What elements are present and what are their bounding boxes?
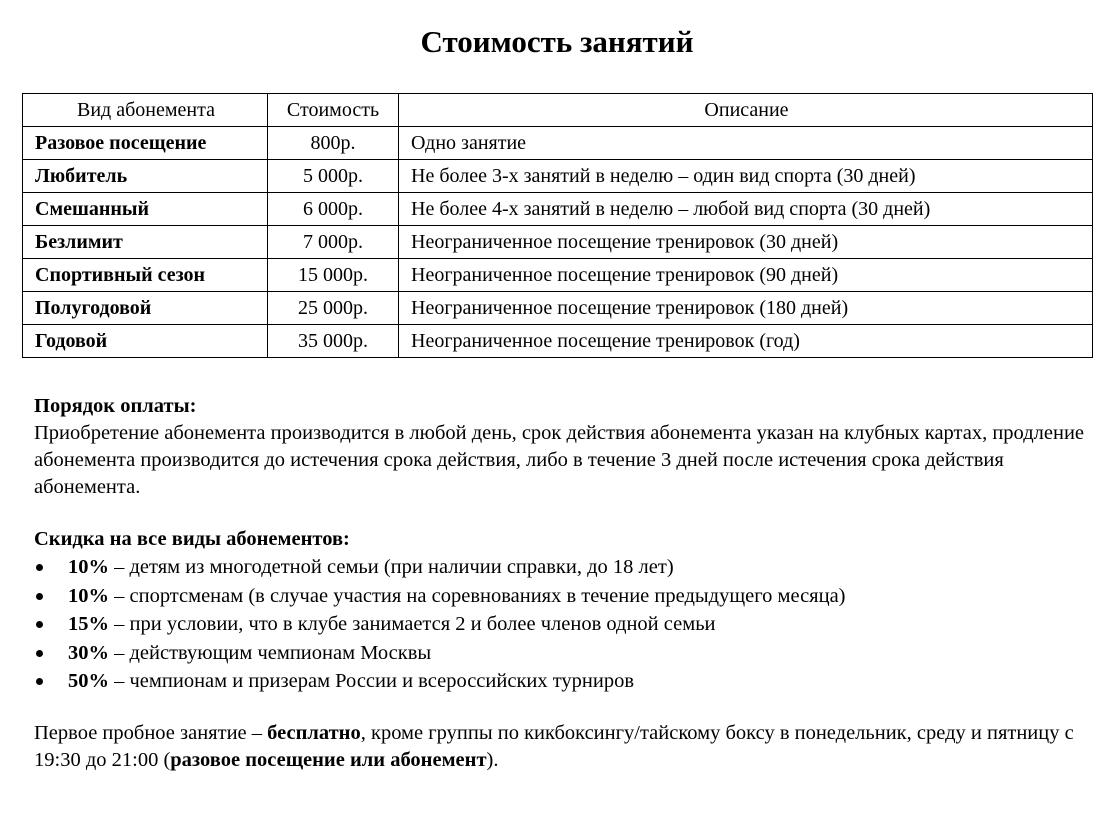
discount-text: – при условии, что в клубе занимается 2 и более членов одной семьи (109, 613, 716, 635)
table-row (23, 226, 1093, 259)
table-row (23, 292, 1093, 325)
discount-list (34, 553, 1084, 696)
list-item (34, 610, 1084, 639)
discount-text: – детям из многодетной семьи (при наличии справки, до 18 лет) (109, 556, 674, 578)
trial-subscription-label: разовое посещение или абонемент (170, 749, 487, 771)
discount-percent: 10% (68, 584, 109, 607)
bullet-icon (36, 621, 43, 628)
discount-percent: 50% (68, 670, 109, 692)
payment-section (34, 393, 1084, 501)
discount-percent: 15% (68, 613, 109, 635)
subscription-name: Годовой (23, 325, 268, 358)
subscription-name: Полугодовой (23, 292, 268, 325)
subscription-name: Любитель (23, 160, 268, 193)
table-row (23, 259, 1093, 292)
subscription-name: Спортивный сезон (23, 259, 268, 292)
discounts-heading: Скидка на все виды абонементов: (34, 528, 350, 550)
payment-text: Приобретение абонемента производится в любой день, срок действия абонемента указан на клубных картах, продление абонемента производится до истечения срока действия, либо в течение 3 дней после истечения срока действия абонемента. (34, 422, 1085, 498)
subscription-name: Смешанный (23, 193, 268, 226)
list-item (34, 667, 1084, 696)
discounts-section (34, 526, 1084, 696)
subscription-price: 5 000р. (268, 160, 399, 193)
table-row (23, 193, 1093, 226)
payment-heading: Порядок оплаты: (34, 395, 197, 417)
subscription-price: 7 000р. (268, 226, 399, 259)
subscription-price: 800р. (268, 127, 399, 160)
list-item (34, 639, 1084, 668)
subscription-description: Неограниченное посещение тренировок (180 дней) (399, 292, 1093, 325)
subscription-description: Не более 3-х занятий в неделю – один вид спорта (30 дней) (399, 160, 1093, 193)
subscription-description: Неограниченное посещение тренировок (90 дней) (399, 259, 1093, 292)
table-row (23, 160, 1093, 193)
subscription-description: Неограниченное посещение тренировок (год) (399, 325, 1093, 358)
subscription-price: 25 000р. (268, 292, 399, 325)
trial-section (34, 720, 1084, 774)
price-table (22, 93, 1093, 358)
trial-free-label: бесплатно (267, 722, 361, 744)
subscription-price: 6 000р. (268, 193, 399, 226)
page-title: Стоимость занятий (420, 24, 694, 59)
subscription-description: Одно занятие (399, 127, 1093, 160)
discount-text: – спортсменам (в случае участия на соревнованиях в течение предыдущего месяца) (109, 584, 846, 607)
trial-text: ). (486, 749, 499, 771)
list-item (34, 582, 1084, 611)
trial-text: , кроме группы по кикбоксингу/тайскому боксу в понедельник, среду и пятницу с 19:30 до 21:00 ( (34, 722, 1074, 771)
header-subscription-type: Вид абонемента (23, 94, 268, 127)
header-price: Стоимость (268, 94, 399, 127)
header-description: Описание (399, 94, 1093, 127)
table-header-row (23, 94, 1093, 127)
subscription-price: 15 000р. (268, 259, 399, 292)
subscription-description: Не более 4-х занятий в неделю – любой вид спорта (30 дней) (399, 193, 1093, 226)
bullet-icon (36, 678, 43, 685)
list-item (34, 553, 1084, 582)
discount-percent: 10% (68, 556, 109, 578)
discount-text: – чемпионам и призерам России и всероссийских турниров (109, 670, 635, 692)
subscription-name: Разовое посещение (23, 127, 268, 160)
bullet-icon (36, 564, 43, 571)
subscription-price: 35 000р. (268, 325, 399, 358)
table-row (23, 325, 1093, 358)
discount-text: – действующим чемпионам Москвы (109, 641, 432, 664)
table-row (23, 127, 1093, 160)
bullet-icon (36, 650, 43, 657)
trial-text: Первое пробное занятие – (34, 722, 268, 744)
subscription-name: Безлимит (23, 226, 268, 259)
discount-percent: 30% (68, 641, 109, 664)
subscription-description: Неограниченное посещение тренировок (30 дней) (399, 226, 1093, 259)
bullet-icon (36, 593, 43, 600)
